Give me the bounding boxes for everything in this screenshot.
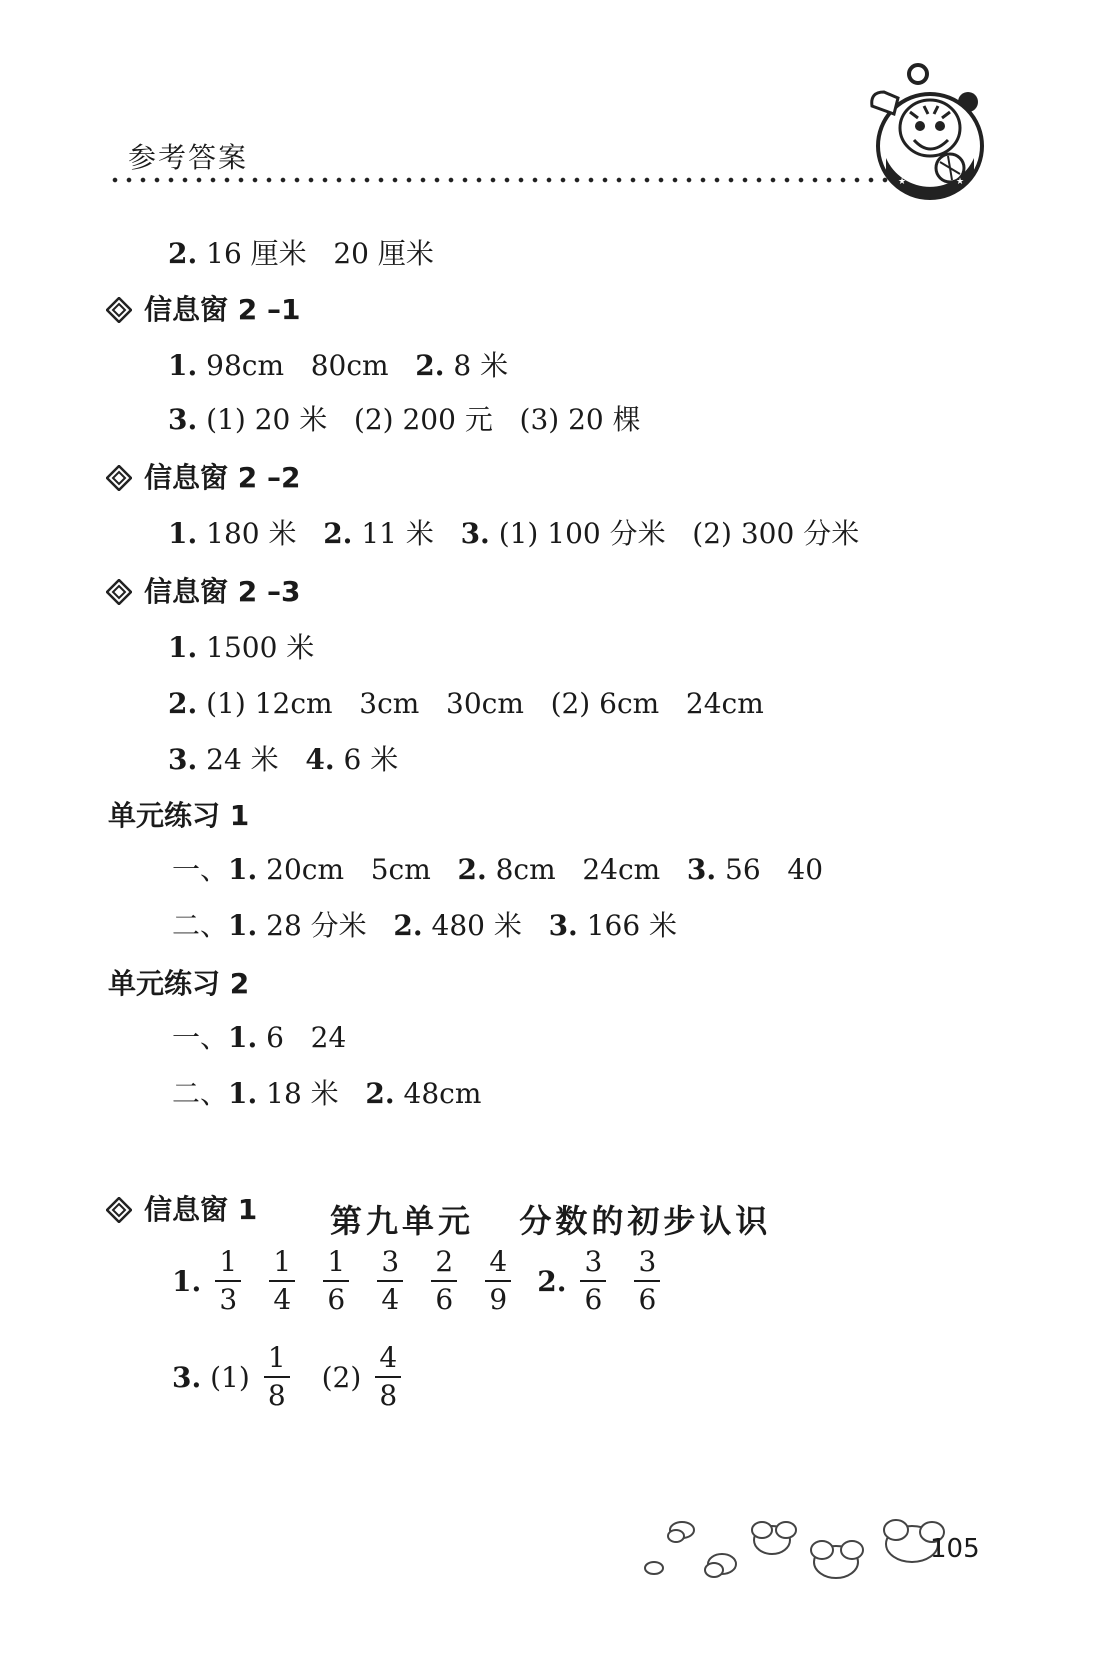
fraction bbox=[269, 1246, 295, 1316]
item-number: 1. bbox=[172, 1264, 202, 1298]
answer-text: (1) 20 米 (2) 200 元 (3) 20 棵 bbox=[197, 403, 641, 436]
item-number: 2. bbox=[457, 853, 487, 886]
item-number: 3. bbox=[548, 909, 578, 942]
part-marker: 二、 bbox=[172, 1077, 229, 1110]
decorative-clouds bbox=[640, 1490, 960, 1600]
answer-text: 8 米 bbox=[444, 349, 509, 382]
sub-item-label: (1) bbox=[201, 1360, 250, 1394]
fraction bbox=[580, 1246, 606, 1316]
item-number: 3. bbox=[168, 743, 198, 776]
answer-text: 98cm 80cm bbox=[197, 349, 416, 382]
section-title: 信息窗 1 bbox=[144, 1193, 258, 1226]
denominator: 6 bbox=[435, 1283, 454, 1316]
part-marker: 二、 bbox=[172, 909, 229, 942]
denominator: 9 bbox=[489, 1283, 508, 1316]
tiger-mascot-logo bbox=[868, 62, 998, 202]
denominator: 4 bbox=[273, 1283, 292, 1316]
fraction-bar bbox=[377, 1280, 403, 1282]
numerator: 1 bbox=[327, 1245, 346, 1278]
fraction bbox=[323, 1246, 349, 1316]
page-number: 105 bbox=[930, 1534, 980, 1564]
answer-text: 48cm bbox=[394, 1077, 482, 1110]
answer-text: 8cm 24cm bbox=[486, 853, 687, 886]
answer-line bbox=[172, 908, 677, 944]
answer-text: 18 米 bbox=[257, 1077, 366, 1110]
answer-line bbox=[172, 1020, 346, 1056]
fraction-bar bbox=[485, 1280, 511, 1282]
sub-item-label: (2) bbox=[303, 1360, 362, 1394]
section-heading bbox=[106, 460, 300, 496]
denominator: 4 bbox=[381, 1283, 400, 1316]
numerator: 2 bbox=[435, 1245, 454, 1278]
answer-line bbox=[168, 742, 398, 778]
section-heading bbox=[106, 1192, 257, 1228]
fraction bbox=[431, 1246, 457, 1316]
item-number: 1. bbox=[168, 349, 198, 382]
answer-text: 11 米 bbox=[352, 517, 461, 550]
denominator: 6 bbox=[638, 1283, 657, 1316]
fraction bbox=[377, 1246, 403, 1316]
answer-text: 24 米 bbox=[197, 743, 306, 776]
item-number: 2. bbox=[537, 1264, 567, 1298]
numerator: 1 bbox=[267, 1341, 286, 1374]
answer-line bbox=[168, 348, 508, 384]
numerator: 4 bbox=[489, 1245, 508, 1278]
item-number: 1. bbox=[228, 1021, 258, 1054]
item-number: 3. bbox=[460, 517, 490, 550]
fraction-bar bbox=[269, 1280, 295, 1282]
answer-text: 6 米 bbox=[334, 743, 399, 776]
answer-line bbox=[172, 852, 823, 888]
item-number: 1. bbox=[168, 517, 198, 550]
answer-text: 16 厘米 20 厘米 bbox=[197, 237, 434, 270]
item-number: 4. bbox=[305, 743, 335, 776]
numerator: 3 bbox=[584, 1245, 603, 1278]
svg-text:★: ★ bbox=[956, 177, 965, 187]
diamond-bullet-icon bbox=[106, 1197, 132, 1223]
item-number: 1. bbox=[228, 1077, 258, 1110]
part-marker: 一、 bbox=[172, 1021, 229, 1054]
numerator: 1 bbox=[219, 1245, 238, 1278]
answer-text: 480 米 bbox=[422, 909, 549, 942]
answer-line bbox=[168, 236, 434, 272]
fraction bbox=[634, 1246, 660, 1316]
section-title: 信息窗 2 –1 bbox=[144, 293, 301, 326]
numerator: 3 bbox=[381, 1245, 400, 1278]
answer-line bbox=[168, 402, 641, 438]
denominator: 3 bbox=[219, 1283, 238, 1316]
item-number: 2. bbox=[393, 909, 423, 942]
numerator: 4 bbox=[379, 1341, 398, 1374]
fraction-bar bbox=[264, 1376, 290, 1378]
part-marker: 一、 bbox=[172, 853, 229, 886]
denominator: 6 bbox=[584, 1283, 603, 1316]
answer-line bbox=[168, 516, 859, 552]
item-number: 1. bbox=[168, 631, 198, 664]
fraction-group bbox=[566, 1246, 674, 1316]
answer-text: 56 40 bbox=[716, 853, 824, 886]
answer-text: 28 分米 bbox=[257, 909, 394, 942]
numerator: 1 bbox=[273, 1245, 292, 1278]
answer-text: 1500 米 bbox=[197, 631, 315, 664]
fraction-bar bbox=[580, 1280, 606, 1282]
diamond-bullet-icon bbox=[106, 297, 132, 323]
fraction-bar bbox=[634, 1280, 660, 1282]
answer-text: 180 米 bbox=[197, 517, 324, 550]
diamond-bullet-icon bbox=[106, 579, 132, 605]
section-heading bbox=[106, 292, 300, 328]
fraction-answer-line bbox=[172, 1342, 415, 1412]
fraction bbox=[264, 1342, 290, 1412]
item-number: 3. bbox=[168, 403, 198, 436]
section-title: 信息窗 2 –3 bbox=[144, 575, 301, 608]
answer-line bbox=[168, 630, 314, 666]
item-number: 3. bbox=[172, 1360, 202, 1394]
unit-practice-heading: 单元练习 2 bbox=[108, 967, 250, 1000]
item-number: 2. bbox=[168, 237, 198, 270]
fraction-bar bbox=[431, 1280, 457, 1282]
answer-text: (1) 12cm 3cm 30cm (2) 6cm 24cm bbox=[197, 687, 764, 720]
unit-title: 第九单元 分数的初步认识 bbox=[330, 1202, 772, 1240]
diamond-bullet-icon bbox=[106, 465, 132, 491]
fraction bbox=[375, 1342, 401, 1412]
answer-text: 166 米 bbox=[577, 909, 678, 942]
denominator: 8 bbox=[379, 1379, 398, 1412]
fraction-bar bbox=[323, 1280, 349, 1282]
answer-text: (1) 100 分米 (2) 300 分米 bbox=[489, 517, 860, 550]
answer-text: 6 24 bbox=[257, 1021, 347, 1054]
item-number: 3. bbox=[686, 853, 717, 886]
numerator: 3 bbox=[638, 1245, 657, 1278]
svg-text:★: ★ bbox=[898, 177, 907, 187]
item-number: 2. bbox=[168, 687, 198, 720]
dotted-divider bbox=[108, 176, 888, 184]
unit-practice-heading: 单元练习 1 bbox=[108, 799, 250, 832]
fraction bbox=[215, 1246, 241, 1316]
item-number: 1. bbox=[228, 909, 258, 942]
denominator: 8 bbox=[267, 1379, 286, 1412]
fraction-bar bbox=[215, 1280, 241, 1282]
page-header-title: 参考答案 bbox=[128, 141, 249, 174]
fraction-answer-line bbox=[172, 1246, 674, 1316]
answer-line bbox=[172, 1076, 481, 1112]
denominator: 6 bbox=[327, 1283, 346, 1316]
item-number: 1. bbox=[228, 853, 258, 886]
answer-text: 20cm 5cm bbox=[257, 853, 458, 886]
section-title: 信息窗 2 –2 bbox=[144, 461, 301, 494]
fraction-group bbox=[201, 1246, 525, 1316]
item-number: 2. bbox=[323, 517, 353, 550]
item-number: 2. bbox=[365, 1077, 395, 1110]
section-heading bbox=[106, 574, 300, 610]
fraction-bar bbox=[375, 1376, 401, 1378]
fraction bbox=[485, 1246, 511, 1316]
item-number: 2. bbox=[415, 349, 445, 382]
answer-line bbox=[168, 686, 764, 722]
